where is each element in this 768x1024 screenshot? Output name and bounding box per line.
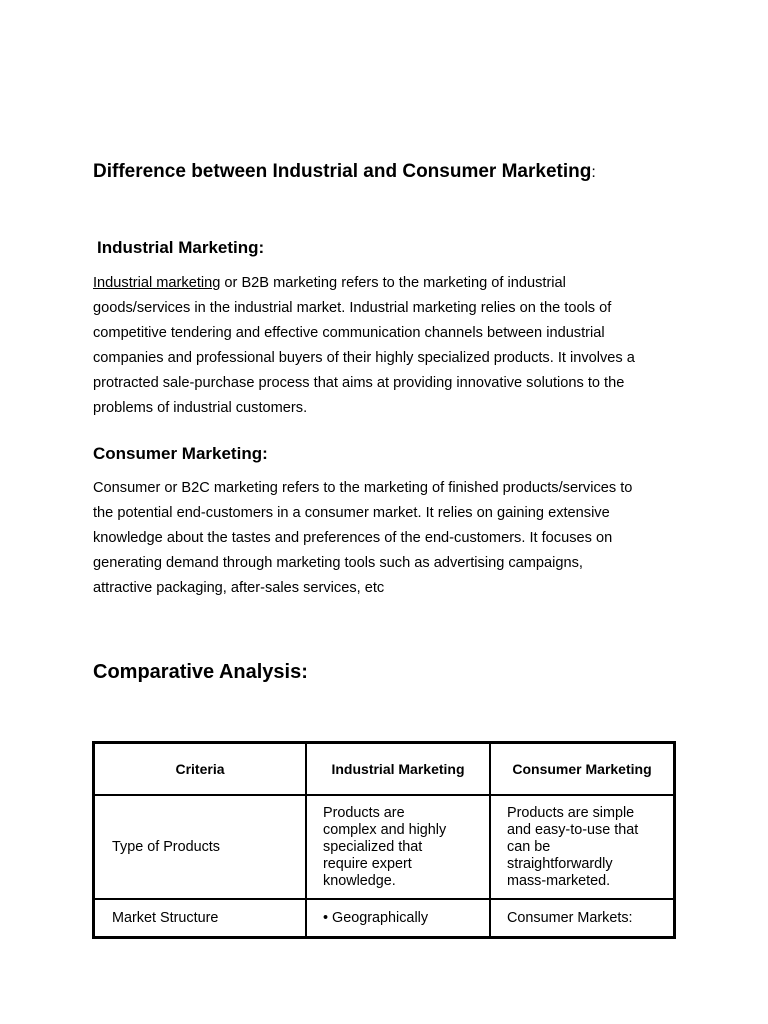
paragraph-line-text: or B2B marketing refers to the marketing of industrial bbox=[220, 275, 566, 291]
paragraph-line: Consumer or B2C marketing refers to the marketing of finished products/services to bbox=[93, 480, 633, 496]
paragraph-line: goods/services in the industrial market. Industrial marketing relies on the tools of bbox=[93, 300, 612, 316]
paragraph-line bbox=[93, 271, 683, 296]
paragraph-line: knowledge about the tastes and preferences of the end-customers. It focuses on bbox=[93, 530, 613, 546]
paragraph-line: the potential end-customers in a consumer market. It relies on gaining extensive bbox=[93, 505, 610, 521]
cell-line: complex and highly bbox=[323, 821, 447, 838]
table-header-row bbox=[94, 743, 674, 795]
table-cell-criteria: Type of Products bbox=[94, 795, 306, 899]
paragraph-line: companies and professional buyers of their highly specialized products. It involves a bbox=[93, 350, 635, 366]
cell-line: and easy-to-use that bbox=[507, 821, 639, 838]
column-header-criteria: Criteria bbox=[94, 743, 306, 795]
cell-line: straightforwardly bbox=[507, 855, 613, 872]
cell-line: Products are bbox=[323, 804, 405, 821]
cell-line: require expert bbox=[323, 855, 412, 872]
table-cell-consumer: Consumer Markets: bbox=[490, 899, 674, 937]
cell-line: can be bbox=[507, 838, 551, 855]
page-title-colon: : bbox=[591, 164, 596, 181]
cell-line: knowledge. bbox=[323, 872, 396, 889]
consumer-marketing-paragraph bbox=[93, 476, 683, 601]
comparison-table bbox=[92, 741, 676, 939]
table-cell-industrial bbox=[306, 795, 490, 899]
table-cell-consumer bbox=[490, 795, 674, 899]
column-header-industrial: Industrial Marketing bbox=[306, 743, 490, 795]
paragraph-line: protracted sale-purchase process that aims at providing innovative solutions to the bbox=[93, 375, 625, 391]
paragraph-line: problems of industrial customers. bbox=[93, 400, 308, 416]
comparative-analysis-heading: Comparative Analysis: bbox=[93, 661, 308, 683]
cell-line: mass-marketed. bbox=[507, 872, 611, 889]
page-title-text: Difference between Industrial and Consumer Marketing bbox=[93, 161, 592, 182]
paragraph-line: generating demand through marketing tools such as advertising campaigns, bbox=[93, 555, 583, 571]
cell-line: Products are simple bbox=[507, 804, 635, 821]
paragraph-line: competitive tendering and effective communication channels between industrial bbox=[93, 325, 605, 341]
table-row bbox=[94, 899, 674, 937]
industrial-marketing-paragraph bbox=[93, 271, 683, 421]
table-row bbox=[94, 795, 674, 899]
table-cell-criteria: Market Structure bbox=[94, 899, 306, 937]
page-title bbox=[93, 161, 596, 183]
industrial-marketing-heading: Industrial Marketing: bbox=[97, 238, 265, 257]
cell-line: specialized that bbox=[323, 838, 423, 855]
table-cell-industrial: • Geographically bbox=[306, 899, 490, 937]
consumer-marketing-heading: Consumer Marketing: bbox=[93, 444, 268, 463]
industrial-marketing-link[interactable]: Industrial marketing bbox=[93, 275, 221, 291]
column-header-consumer: Consumer Marketing bbox=[490, 743, 674, 795]
paragraph-line: attractive packaging, after-sales services, etc bbox=[93, 580, 385, 596]
